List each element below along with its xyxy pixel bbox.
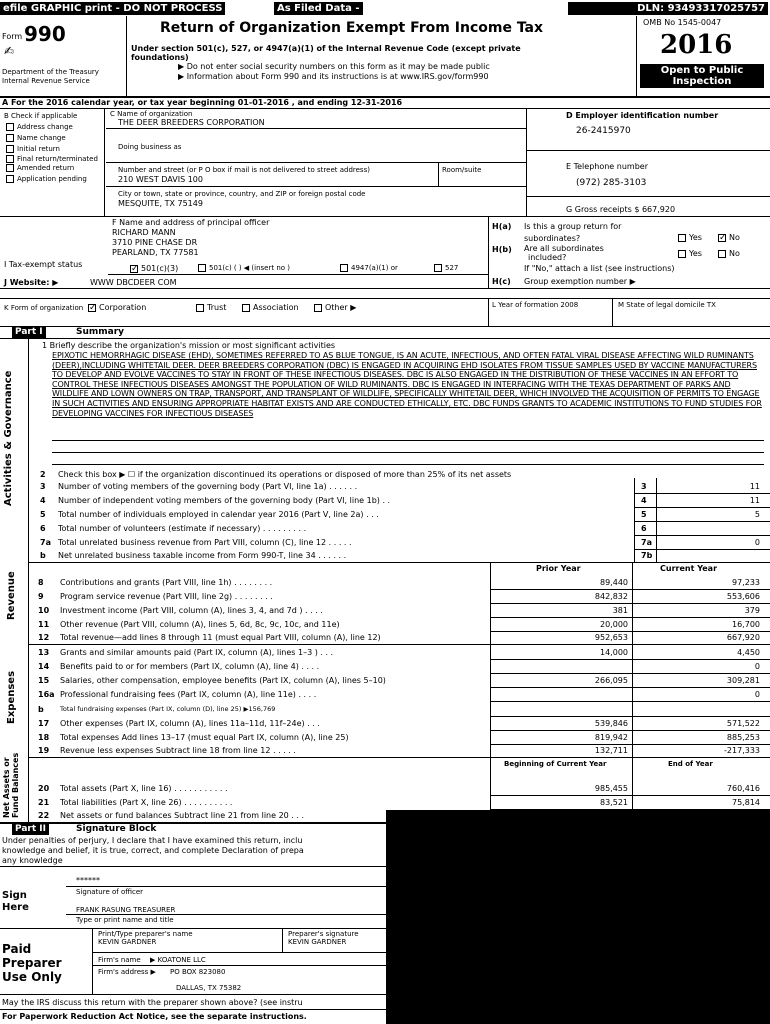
exp-line-num: 13 [38,648,50,657]
rev-line-text: Other revenue (Part VIII, column (A), lines 5, 6d, 8c, 9c, 10c, and 11e) [60,620,340,629]
exp-prior: 819,942 [594,733,628,742]
net-current: 760,416 [726,784,760,793]
part1-title: Summary [76,327,125,337]
form-title: Return of Organization Exempt From Income Tax [160,20,544,36]
line-num: 4 [40,496,46,505]
exp-line-text: Total expenses Add lines 13–17 (must equal Part IX, column (A), line 25) [60,733,349,742]
exp-line-text: Revenue less expenses Subtract line 18 from line 12 . . . . . [60,746,296,755]
state-domicile: M State of legal domicile TX [618,301,716,309]
year-of-formation: L Year of formation 2008 [492,301,579,309]
form-word: Form [2,32,23,41]
line-box: 7a [641,538,652,547]
firm-name-label: Firm's name [98,956,141,964]
4947-checkbox[interactable]: 4947(a)(1) or [340,264,398,272]
rev-prior: 89,440 [600,578,628,587]
line-num: 7a [40,538,51,547]
paperwork-notice: For Paperwork Reduction Act Notice, see the separate instructions. [2,1012,307,1021]
501c3-checkbox[interactable]: ✓ 501(c)(3) [131,263,179,274]
address-change-checkbox[interactable]: Address change [6,122,106,133]
net-line-text: Net assets or fund balances Subtract line 21 from line 20 . . . [60,811,305,820]
exp-line-num: 14 [38,662,50,671]
officer-addr1: 3710 PINE CHASE DR [112,238,198,247]
rev-line-num: 10 [38,606,50,615]
rev-current: 667,920 [726,633,760,642]
ssn-warning: ▶ Do not enter social security numbers on this form as it may be made public [178,62,490,71]
firm-city: DALLAS, TX 75382 [176,984,242,992]
org-name: THE DEER BREEDERS CORPORATION [118,118,265,127]
exp-line-text: Total fundraising expenses (Part IX, column (D), line 25) ▶156,769 [60,705,276,713]
city-label: City or town, state or province, country, and ZIP or foreign postal code [118,190,366,198]
boy-head: Beginning of Current Year [504,760,607,768]
line-num: 2 [40,470,46,479]
line-text: Check this box ▶ ☐ if the organization discontinued its operations or disposed of more than 25% of its net assets [58,470,512,479]
hb-text: Are all subordinates [524,244,604,253]
association-checkbox[interactable]: Association [242,303,299,312]
ha-text: Is this a group return for [524,222,622,231]
mission-text: EPIXOTIC HEMORRHAGIC DISEASE (EHD), SOMETIMES REFERRED TO AS BLUE TONGUE, IS AN ACUTE, INFECTIOUS, AND OFTEN FATAL VIRAL DISEASE AFFECTING WILD RUMINANTS (DEER),INCLUDING WHITETAIL DEER. DEER BREEDERS CORPORATION (DBC) IS ENGAGED IN ACQUIRING EHD ISOLATES FROM TISSUE SAMPLES USED BY VACCINE MANUFACTURERS TO DEVELOP AND EVOLVE VACCINES TO STAY IN FRONT OF THESE INFECTIOUS DISEASES. DBC IS ALSO ENGAGED IN THE DISTRIBUTION OF THESE VACCINES IN AN EFFORT TO CONTROL THESE INFECTIOUS DISEASES AMONGST THE POPULATION OF WILD RUMINANTS. DBC IS ENGAGED IN INTERFACING WITH THE TEXAS DEPARTMENT OF PARKS AND WILDLIFE AND LOWN OWNERS ON TRAP, TRANSPORT, AND TRANSPLANT OF WILDLIFE, SPECIFICALLY WHITETAIL DEER, WHICH INVOLVED THE ACQUISITION OF PERMITS TO ENGAGE IN SUCH ACTIVITIES AND ENSURING APPROPRIATE HABITAT EXISTS AND ARE CONDUCTED ETHICALLY, ETC. DBC FUNDS GRANTS TO ACADEMIC INSTITUTIONS TO FUND STUDIES FOR DEVELOPING VACCINES FOR INFECTIOUS DISEASES [52,351,762,418]
net-line-num: 21 [38,798,50,807]
prior-year-head: Prior Year [536,564,581,573]
signature-label: Signature of officer [76,888,144,896]
net-line-num: 20 [38,784,50,793]
exp-current: 4,450 [737,648,760,657]
exp-line-text: Professional fundraising fees (Part IX, column (A), line 11e) . . . . [60,690,317,699]
exp-current: 885,253 [726,733,760,742]
phone-label: E Telephone number [566,162,648,171]
eoy-head: End of Year [668,760,713,768]
form-number: 990 [24,22,66,46]
part2-tag: Part II [12,824,49,835]
here-label: Here [2,902,29,913]
rev-prior: 20,000 [600,620,628,629]
ha-no-checkbox[interactable]: ✓ No [719,232,740,243]
hc-label: H(c) [492,277,511,286]
org-name-label: C Name of organization [110,110,193,118]
line-box: 3 [641,482,647,491]
dln-banner: DLN: 93493317025757 [568,2,768,15]
rev-current: 97,233 [732,578,760,587]
room-label: Room/suite [442,166,482,174]
dba-label: Doing business as [118,143,182,151]
website-label: J Website: ▶ [4,278,59,287]
firm-address-label: Firm's address ▶ [98,968,156,976]
exp-line-num: 15 [38,676,50,685]
exp-line-num: 19 [38,746,50,755]
exp-current: 571,522 [726,719,760,728]
line-box: 6 [641,524,647,533]
net-line-text: Total assets (Part X, line 16) . . . . . . . . . . . [60,784,228,793]
line-num: b [40,551,46,560]
dept-irs: Internal Revenue Service [2,77,90,85]
rev-current: 553,606 [726,592,760,601]
hb-text2: included? [528,253,567,262]
ha-label: H(a) [492,222,512,231]
line-text: Net unrelated business taxable income from Form 990-T, line 34 . . . . . . [58,551,347,560]
line-value: 11 [749,496,760,505]
application-pending-checkbox[interactable]: Application pending [6,174,106,185]
website-value: WWW DBCDEER COM [90,278,177,287]
exp-line-num: 18 [38,733,50,742]
rev-line-text: Investment income (Part VIII, column (A), lines 3, 4, and 7d ) . . . . [60,606,323,615]
exp-prior: 266,095 [594,676,628,685]
form-subtitle-b: foundations) [131,53,189,62]
current-year-head: Current Year [660,564,718,573]
net-current: 75,814 [732,798,760,807]
omb-number: OMB No 1545-0047 [643,18,722,27]
rev-prior: 381 [612,606,628,615]
line-box: 5 [641,510,647,519]
hb-yes-checkbox[interactable]: Yes [678,249,702,258]
exp-line-text: Benefits paid to or for members (Part IX, column (A), line 4) . . . . [60,662,320,671]
exp-current: 0 [754,690,760,699]
exp-prior: 132,711 [594,746,628,755]
ha-text2: subordinates? [524,234,581,243]
ha-yes-checkbox[interactable]: Yes [678,233,702,242]
gov-side-label: Activities & Governance [3,370,14,506]
box-b-label: B Check if applicable [4,112,78,120]
final-return-checkbox[interactable]: Final return/terminated [6,155,106,163]
line-a: A For the 2016 calendar year, or tax year beginning 01-01-2016 , and ending 12-31-2016 [2,98,403,107]
initial-return-checkbox[interactable]: Initial return [6,144,106,155]
preparer-label: Preparer [2,956,62,970]
officer-label: F Name and address of principal officer [112,218,270,227]
revenue-side-label: Revenue [6,571,17,620]
gross-receipts: G Gross receipts $ 667,920 [566,205,676,214]
preparer-sig: KEVIN GARDNER [288,938,347,946]
exp-current: -217,333 [724,746,760,755]
line-text: Number of voting members of the governing body (Part VI, line 1a) . . . . . . [58,482,358,491]
exp-line-text: Other expenses (Part IX, column (A), lines 11a–11d, 11f–24e) . . . [60,719,320,728]
box-b-list [6,122,106,185]
part1-tag: Part I [12,327,46,338]
exp-current: 309,281 [726,676,760,685]
exp-current: 0 [754,662,760,671]
hc-text: Group exemption number ▶ [524,277,636,286]
eagle-icon: ✍ [4,44,15,58]
phone-value: (972) 285-3103 [576,178,647,188]
line-box: 4 [641,496,647,505]
hb-note: If "No," attach a list (see instructions) [524,264,675,273]
efile-banner: efile GRAPHIC print - DO NOT PROCESS [0,2,225,15]
name-change-checkbox[interactable]: Name change [6,133,106,144]
527-checkbox[interactable]: 527 [434,264,458,272]
firm-address: PO BOX 823080 [170,968,226,976]
rev-line-text: Program service revenue (Part VIII, line 2g) . . . . . . . . [60,592,273,601]
part2-title: Signature Block [76,824,157,834]
rev-line-text: Contributions and grants (Part VIII, line 1h) . . . . . . . . [60,578,273,587]
perjury-line2: knowledge and belief, it is true, correct, and complete Declaration of prepa [2,846,304,855]
expenses-side-label: Expenses [6,670,17,724]
info-link: ▶ Information about Form 990 and its instructions is at www.IRS.gov/form990 [178,72,489,81]
line-box: 7b [641,551,653,560]
sign-label: Sign [2,890,27,901]
net-line-num: 22 [38,811,50,820]
mission-intro: 1 Briefly describe the organization's mission or most significant activities [42,341,336,350]
tax-exempt-label: I Tax-exempt status [4,260,83,269]
rev-prior: 952,653 [594,633,628,642]
tax-year: 2016 [660,30,733,60]
filed-banner: As Filed Data - [274,2,363,15]
other-checkbox[interactable]: Other ▶ [314,303,356,312]
paid-label: Paid [2,942,32,956]
street-value: 210 WEST DAVIS 100 [118,175,203,184]
officer-print-name: FRANK RASUNG TREASURER [76,906,176,914]
line-text: Total unrelated business revenue from Part VIII, column (C), line 12 . . . . . [58,538,352,547]
exp-line-text: Salaries, other compensation, employee benefits (Part IX, column (A), lines 5–10) [60,676,386,685]
firm-name: ▶ KOATONE LLC [150,956,206,964]
redaction-block [386,810,770,1024]
rev-current: 379 [744,606,760,615]
line-value: 11 [749,482,760,491]
exp-prior: 14,000 [600,648,628,657]
irs-discuss: May the IRS discuss this return with the preparer shown above? (see instru [2,998,303,1007]
line-text: Number of independent voting members of the governing body (Part VI, line 1b) . . [58,496,391,505]
dept-treasury: Department of the Treasury [2,68,99,76]
rev-current: 16,700 [732,620,760,629]
rev-prior: 842,832 [594,592,628,601]
form-subtitle: Under section 501(c), 527, or 4947(a)(1) of the Internal Revenue Code (except private [131,44,521,53]
use-only-label: Use Only [2,970,62,984]
exp-prior: 539,846 [594,719,628,728]
exp-line-text: Grants and similar amounts paid (Part IX, column (A), lines 1–3 ) . . . [60,648,334,657]
rev-line-text: Total revenue—add lines 8 through 11 (must equal Part VIII, column (A), line 12) [60,633,381,642]
net-assets-side-label: Net Assets or Fund Balances [2,752,20,818]
line-text: Total number of individuals employed in calendar year 2016 (Part V, line 2a) . . . [58,510,379,519]
rev-line-num: 9 [38,592,44,601]
amended-return-checkbox[interactable]: Amended return [6,163,106,174]
name-title-label: Type or print name and title [76,916,174,924]
exp-line-num: 16a [38,690,55,699]
corporation-checkbox[interactable]: ✓ Corporation [89,302,147,313]
501c-checkbox[interactable]: 501(c) ( ) ◀ (insert no ) [198,264,290,272]
city-value: MESQUITE, TX 75149 [118,199,203,208]
net-prior: 985,455 [594,784,628,793]
hb-no-checkbox[interactable]: No [718,249,740,258]
trust-checkbox[interactable]: Trust [196,303,226,312]
officer-name: RICHARD MANN [112,228,176,237]
preparer-name-label: Print/Type preparer's name [98,930,193,938]
line-num: 3 [40,482,46,491]
ein-label: D Employer identification number [566,111,719,120]
line-num: 5 [40,510,46,519]
exp-line-num: 17 [38,719,50,728]
net-prior: 83,521 [600,798,628,807]
officer-addr2: PEARLAND, TX 77581 [112,248,199,257]
perjury-line1: Under penalties of perjury, I declare that I have examined this return, inclu [2,836,303,845]
rev-line-num: 8 [38,578,44,587]
preparer-sig-label: Preparer's signature [288,930,359,938]
line-value: 0 [754,538,760,547]
rev-line-num: 12 [38,633,50,642]
rev-line-num: 11 [38,620,50,629]
street-label: Number and street (or P O box if mail is not delivered to street address) [118,166,370,174]
net-line-text: Total liabilities (Part X, line 26) . . . . . . . . . . [60,798,233,807]
exp-line-num: b [38,705,44,714]
ein-value: 26-2415970 [576,126,631,136]
line-num: 6 [40,524,46,533]
hb-label: H(b) [492,245,512,254]
perjury-line3: any knowledge [2,856,63,865]
line-value: 5 [754,510,760,519]
form-of-org-label: K Form of organization [4,304,84,312]
preparer-name: KEVIN GARDNER [98,938,157,946]
open-inspection: Open to Public Inspection [640,64,764,88]
signature-stars: ****** [76,876,100,885]
line-text: Total number of volunteers (estimate if necessary) . . . . . . . . . [58,524,307,533]
